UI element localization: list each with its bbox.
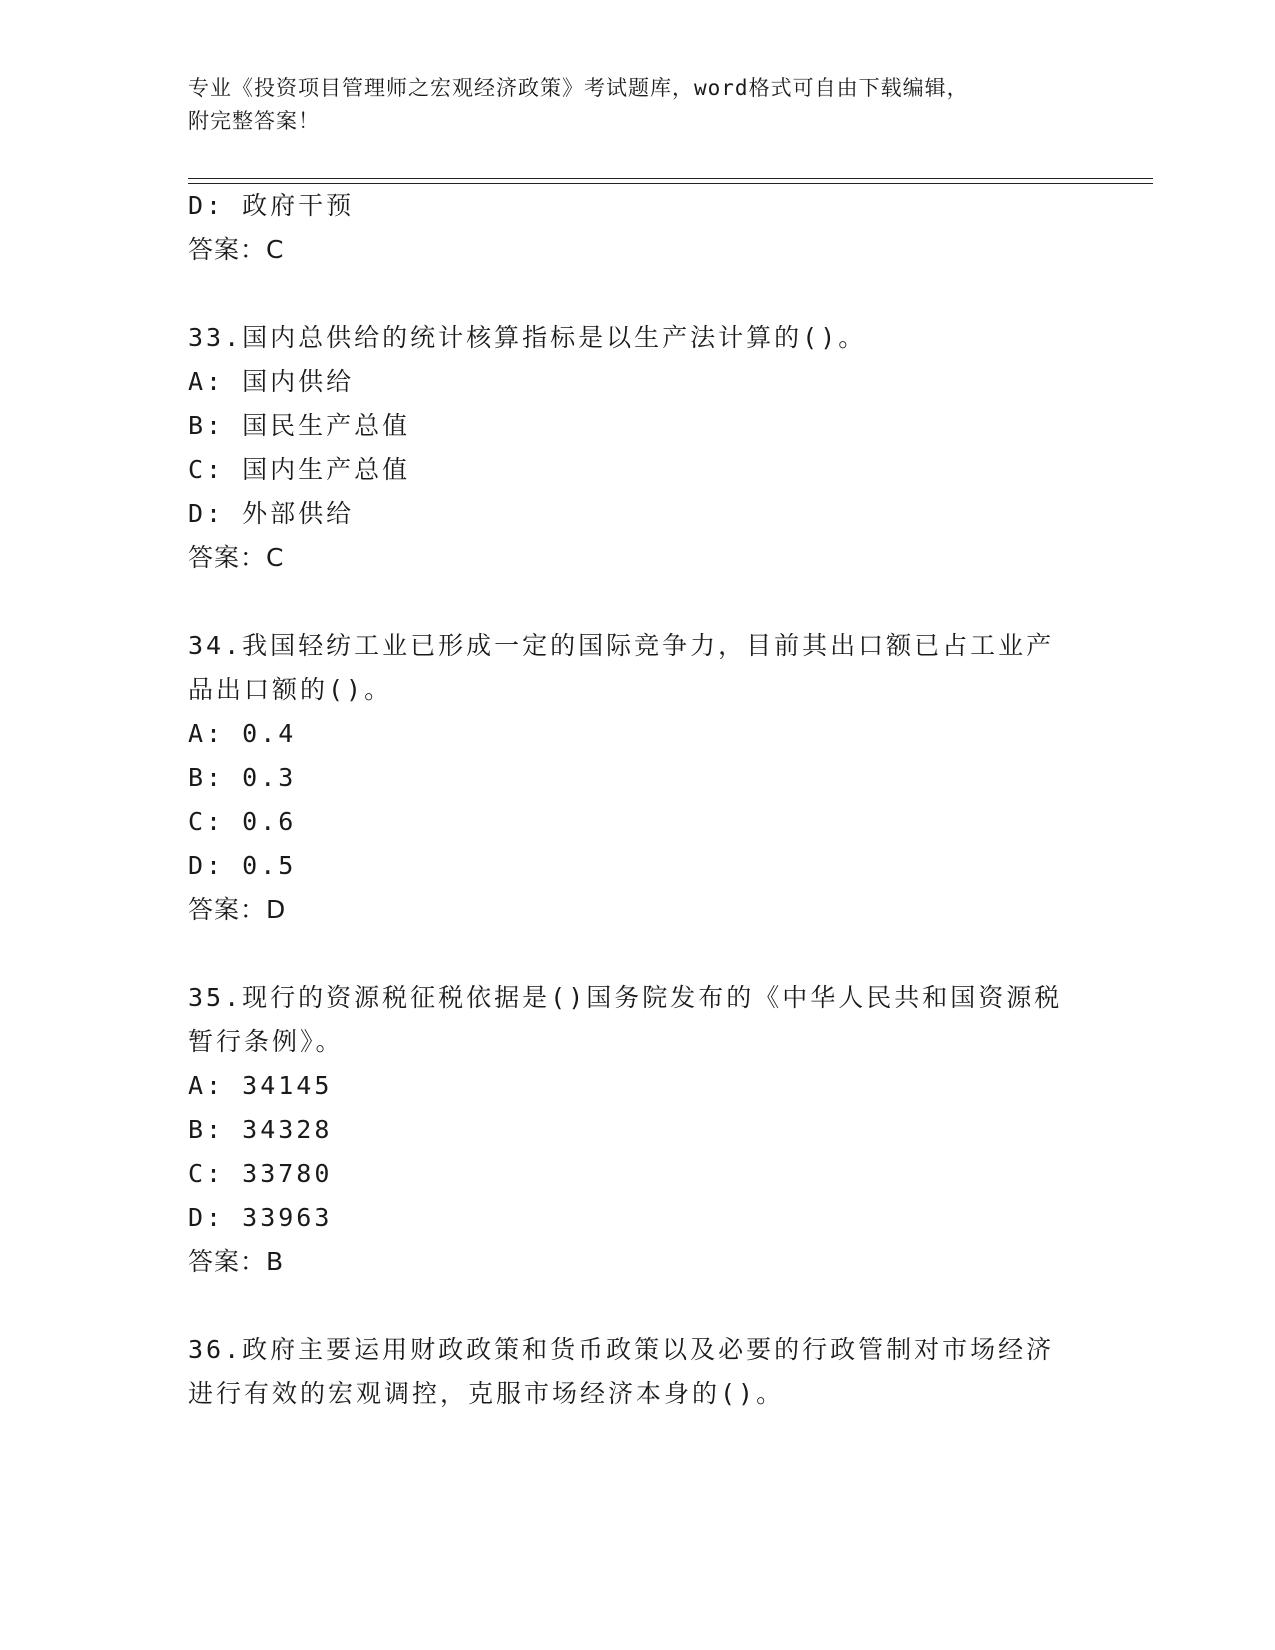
option-d: D: 外部供给 [188, 499, 355, 528]
header-line-1: 专业《投资项目管理师之宏观经济政策》考试题库，word格式可自由下载编辑， [188, 76, 969, 100]
question-stem-line-1: 35.现行的资源税征税依据是()国务院发布的《中华人民共和国资源税 [188, 983, 1063, 1012]
answer: 答案：B [188, 1247, 285, 1276]
header-line-2: 附完整答案！ [188, 109, 320, 133]
option-b: B: 34328 [188, 1115, 333, 1144]
header-divider-bottom [188, 183, 1153, 184]
answer: 答案：D [188, 895, 287, 924]
answer: 答案：C [188, 543, 285, 572]
question-stem-line-1: 34.我国轻纺工业已形成一定的国际竞争力，目前其出口额已占工业产 [188, 631, 1055, 660]
option-b: B: 国民生产总值 [188, 411, 411, 440]
option-c: C: 0.6 [188, 807, 297, 836]
question-stem-line-2: 进行有效的宏观调控，克服市场经济本身的()。 [188, 1379, 785, 1408]
prev-answer: 答案：C [188, 235, 285, 264]
question-stem: 33.国内总供给的统计核算指标是以生产法计算的()。 [188, 323, 867, 352]
question-stem-line-1: 36.政府主要运用财政政策和货币政策以及必要的行政管制对市场经济 [188, 1335, 1055, 1364]
option-d: D: 33963 [188, 1203, 333, 1232]
header-divider-top [188, 178, 1153, 179]
option-a: A: 国内供给 [188, 367, 355, 396]
option-c: C: 33780 [188, 1159, 333, 1188]
option-c: C: 国内生产总值 [188, 455, 411, 484]
question-stem-line-2: 品出口额的()。 [188, 675, 393, 704]
option-b: B: 0.3 [188, 763, 297, 792]
question-stem-line-2: 暂行条例》。 [188, 1027, 344, 1056]
option-d: D: 0.5 [188, 851, 297, 880]
document-header [188, 72, 1068, 138]
prev-option-d: D: 政府干预 [188, 191, 355, 220]
option-a: A: 34145 [188, 1071, 333, 1100]
option-a: A: 0.4 [188, 719, 297, 748]
